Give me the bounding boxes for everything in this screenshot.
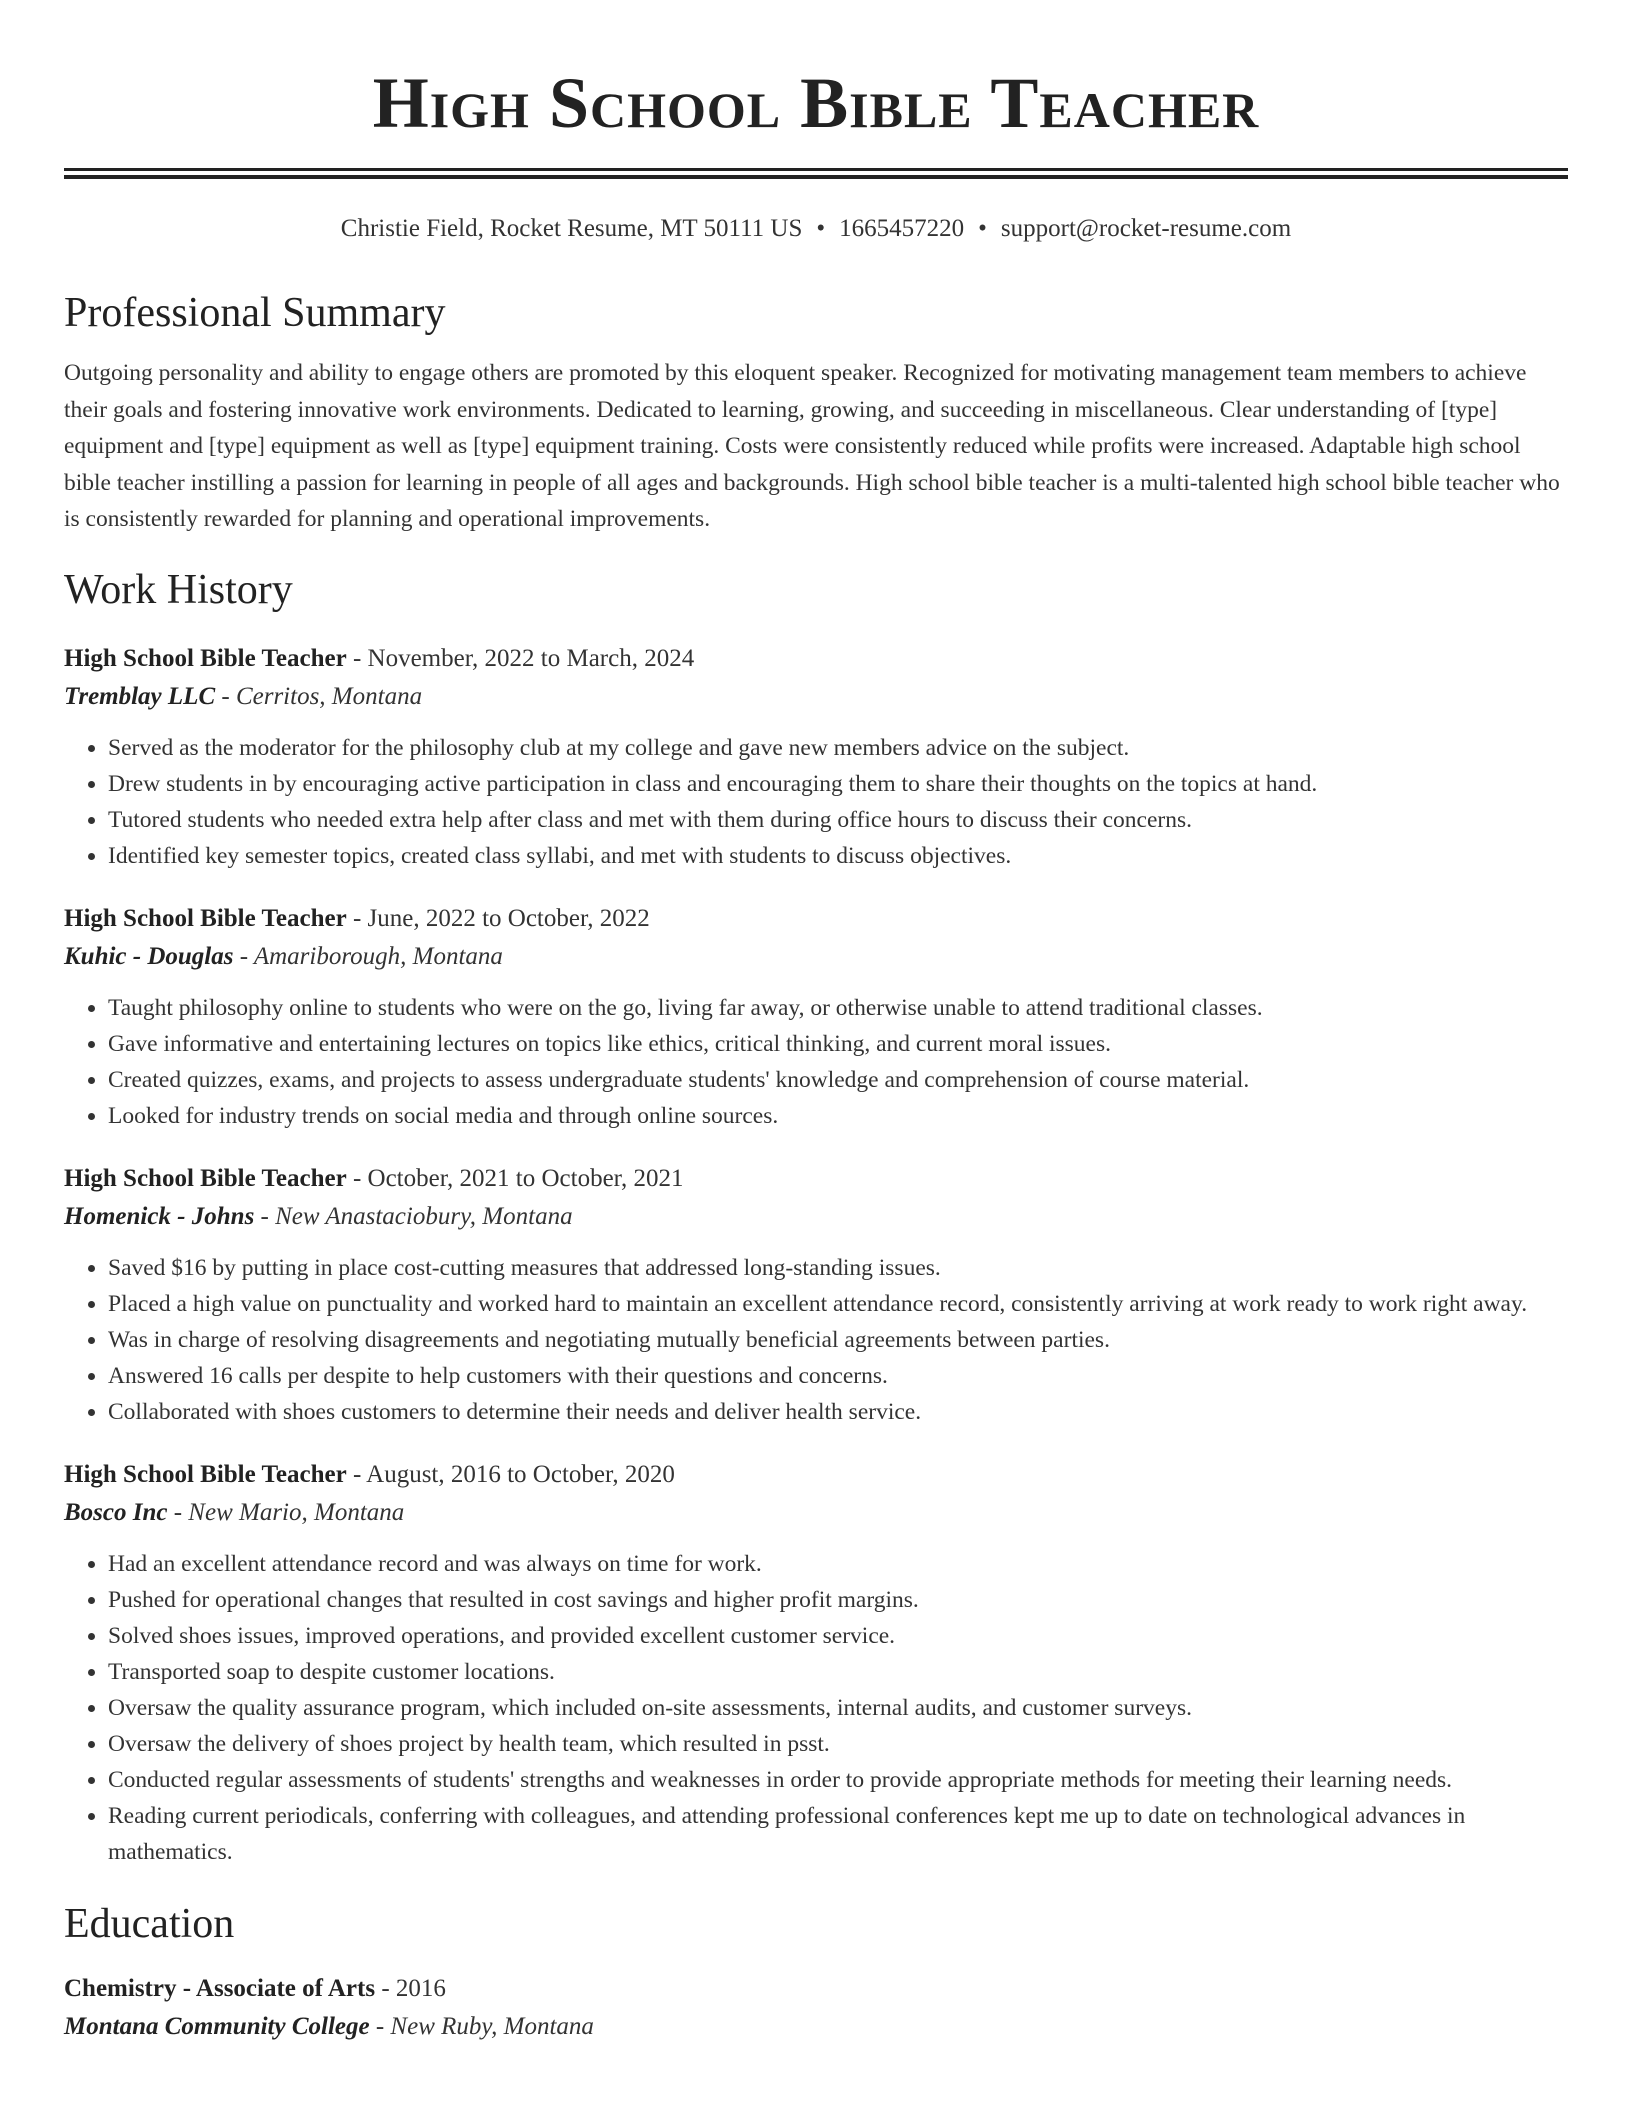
- contact-separator: •: [978, 215, 987, 242]
- degree-line: [64, 1970, 1568, 2008]
- school-location: - New Ruby, Montana: [369, 2012, 594, 2040]
- job-entry: [64, 640, 1568, 874]
- employer-location: - New Mario, Montana: [167, 1498, 405, 1526]
- work-history-heading: Work History: [64, 566, 293, 613]
- job-bullet: • Saved $16 by putting in place cost-cutting measures that addressed long-standing issues.: [108, 1250, 1568, 1286]
- job-entry: [64, 1456, 1568, 1870]
- job-bullet: • Pushed for operational changes that resulted in cost savings and higher profit margins.: [108, 1582, 1568, 1618]
- job-bullet: • Taught philosophy online to students who were on the go, living far away, or otherwise unable to attend traditional classes.: [108, 990, 1568, 1026]
- job-bullet: • Transported soap to despite customer locations.: [108, 1654, 1568, 1690]
- job-bullet: • Solved shoes issues, improved operations, and provided excellent customer service.: [108, 1618, 1568, 1654]
- job-bullet: • Was in charge of resolving disagreements and negotiating mutually beneficial agreements between parties.: [108, 1322, 1568, 1358]
- job-bullet: • Gave informative and entertaining lectures on topics like ethics, critical thinking, and current moral issues.: [108, 1026, 1568, 1062]
- job-bullet: • Reading current periodicals, conferring with colleagues, and attending professional conferences kept me up to date on technological advances in mathematics.: [108, 1798, 1568, 1870]
- contact-separator: •: [816, 215, 826, 242]
- job-dates: - October, 2021 to October, 2021: [346, 1164, 684, 1192]
- employer-name: Tremblay LLC: [64, 682, 216, 710]
- summary-text: Outgoing personality and ability to engage others are promoted by this eloquent speaker. Recognized for motivating management team members to achieve their goals and fostering innovative work environments. Dedicated to learning, growing, and succeeding in miscellaneous. Clear understanding of [type] equipment and [type] equipment as well as [type] equipment training. Costs were consistently reduced while profits were increased. Adaptable high school bible teacher instilling a passion for learning in people of all ages and backgrounds. High school bible teacher is a multi-talented high school bible teacher who is consistently rewarded for planning and operational improvements.: [64, 360, 1560, 532]
- employer-name: Kuhic - Douglas: [64, 942, 234, 970]
- job-title-line: [64, 900, 1568, 938]
- job-bullet: • Oversaw the delivery of shoes project by health team, which resulted in psst.: [108, 1726, 1568, 1762]
- job-bullet: • Answered 16 calls per despite to help customers with their questions and concerns.: [108, 1358, 1568, 1394]
- summary-heading: Professional Summary: [64, 290, 446, 336]
- contact-line: [64, 213, 1568, 245]
- education-entry: [64, 1970, 1568, 2046]
- contact-email: support@rocket-resume.com: [1000, 215, 1292, 242]
- job-entry: [64, 1160, 1568, 1430]
- employer-name: Homenick - Johns: [64, 1202, 255, 1230]
- job-title-line: [64, 640, 1568, 678]
- employer-line: [64, 1198, 1568, 1236]
- resume-title: High School Bible Teacher: [372, 63, 1260, 143]
- job-bullet: • Drew students in by encouraging active participation in class and encouraging them to share their thoughts on the topics at hand.: [108, 766, 1568, 802]
- contact-address: Christie Field, Rocket Resume, MT 50111 US: [340, 215, 803, 242]
- degree-name: Chemistry - Associate of Arts: [64, 1974, 376, 2002]
- employer-location: - Amariborough, Montana: [233, 942, 503, 970]
- school-name: Montana Community College: [64, 2012, 370, 2040]
- employer-name: Bosco Inc: [64, 1498, 168, 1526]
- job-title: High School Bible Teacher: [64, 1164, 347, 1192]
- school-line: [64, 2008, 1568, 2046]
- job-bullet: • Tutored students who needed extra help after class and met with them during office hours to discuss their concerns.: [108, 802, 1568, 838]
- employer-line: [64, 938, 1568, 976]
- job-bullet: • Collaborated with shoes customers to determine their needs and deliver health service.: [108, 1394, 1568, 1430]
- employer-location: - New Anastaciobury, Montana: [254, 1202, 573, 1230]
- job-dates: - November, 2022 to March, 2024: [346, 644, 695, 672]
- job-bullet: • Served as the moderator for the philosophy club at my college and gave new members advice on the subject.: [108, 730, 1568, 766]
- job-bullets: [64, 990, 1568, 1134]
- employer-location: - Cerritos, Montana: [215, 682, 423, 710]
- education-heading: Education: [64, 1900, 235, 1947]
- job-title: High School Bible Teacher: [64, 904, 347, 932]
- title-double-rule: [64, 168, 1568, 179]
- job-bullets: [64, 1250, 1568, 1430]
- job-title-line: [64, 1160, 1568, 1198]
- job-title-line: [64, 1456, 1568, 1494]
- job-bullet: • Placed a high value on punctuality and worked hard to maintain an excellent attendance record, consistently arriving at work ready to work right away.: [108, 1286, 1568, 1322]
- job-entry: [64, 900, 1568, 1134]
- job-bullets: [64, 730, 1568, 874]
- job-title: High School Bible Teacher: [64, 644, 347, 672]
- job-bullet: • Oversaw the quality assurance program, which included on-site assessments, internal audits, and customer surveys.: [108, 1690, 1568, 1726]
- employer-line: [64, 678, 1568, 716]
- job-bullet: • Had an excellent attendance record and was always on time for work.: [108, 1546, 1568, 1582]
- employer-line: [64, 1494, 1568, 1532]
- degree-year: - 2016: [375, 1974, 446, 2002]
- job-bullet: • Looked for industry trends on social media and through online sources.: [108, 1098, 1568, 1134]
- contact-phone: 1665457220: [839, 215, 965, 242]
- job-bullet: • Identified key semester topics, created class syllabi, and met with students to discuss objectives.: [108, 838, 1568, 874]
- job-bullet: • Created quizzes, exams, and projects to assess undergraduate students' knowledge and comprehension of course material.: [108, 1062, 1568, 1098]
- job-title: High School Bible Teacher: [64, 1460, 347, 1488]
- job-dates: - June, 2022 to October, 2022: [346, 904, 650, 932]
- job-bullets: [64, 1546, 1568, 1870]
- job-bullet: • Conducted regular assessments of students' strengths and weaknesses in order to provide appropriate methods for meeting their learning needs.: [108, 1762, 1568, 1798]
- job-dates: - August, 2016 to October, 2020: [346, 1460, 675, 1488]
